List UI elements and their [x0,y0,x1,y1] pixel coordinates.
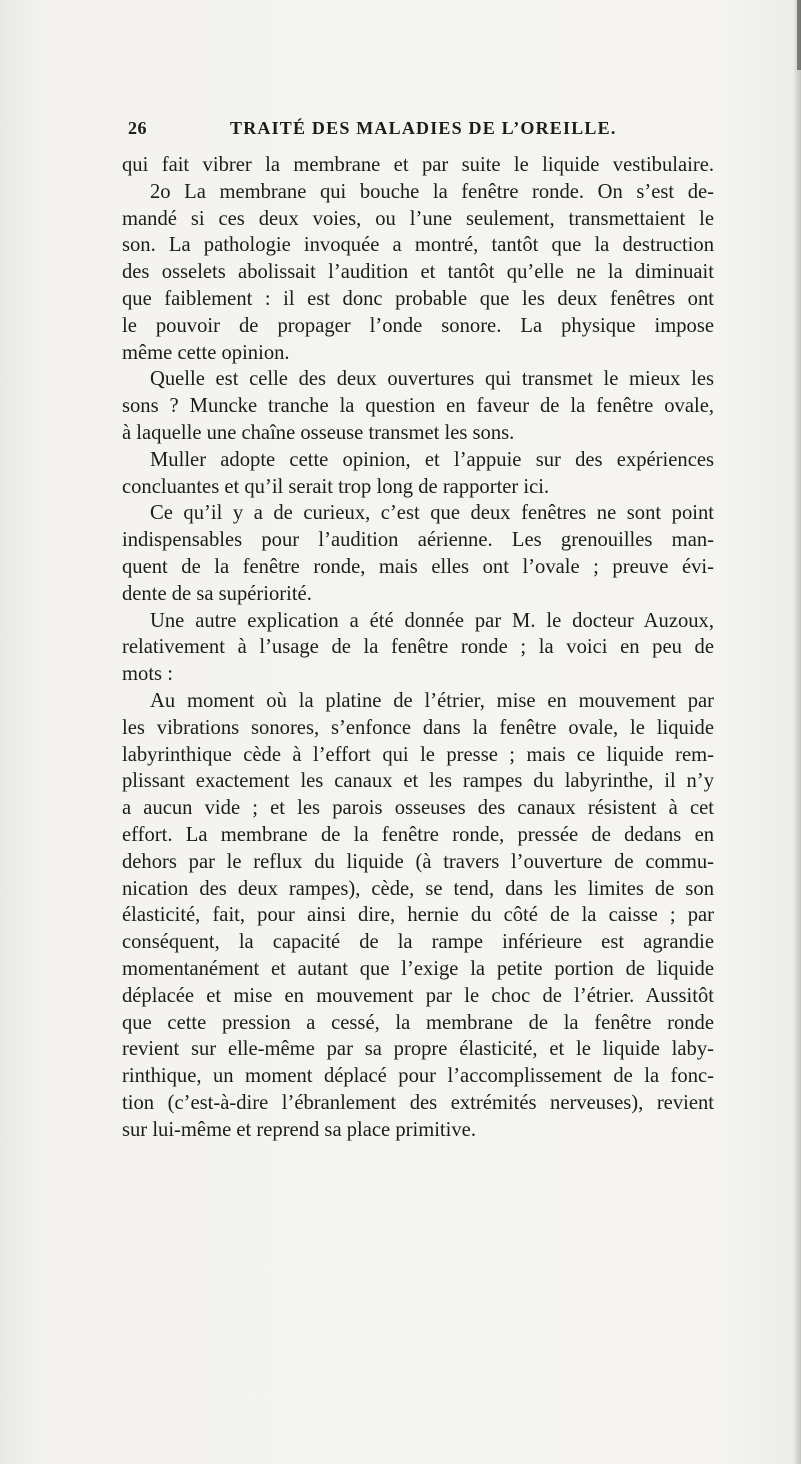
text-line: plissant exactement les canaux et les rampes du labyrinthe, il n’y [122,770,714,793]
text-line: tion (c’est-à-dire l’ébranlement des extrémités nerveuses), revient [122,1091,714,1114]
text-line: labyrinthique cède à l’effort qui le presse ; mais ce liquide rem- [122,743,714,766]
body-text [122,152,714,1143]
text-line: qui fait vibrer la membrane et par suite le liquide vestibulaire. [122,154,714,176]
running-head [128,118,708,142]
text-line: même cette opinion. [122,341,290,364]
text-line: que faiblement : il est donc probable que les deux fenêtres ont [122,287,714,310]
text-line: que cette pression a cessé, la membrane de la fenêtre ronde [122,1011,714,1034]
text-line: concluantes et qu’il serait trop long de rapporter ici. [122,475,550,498]
text-line: les vibrations sonores, s’enfonce dans la fenêtre ovale, le liquide [122,716,714,739]
text-line: sur lui-même et reprend sa place primitive. [122,1118,476,1141]
text-line: son. La pathologie invoquée a montré, tantôt que la destruction [122,234,714,257]
text-line: nication des deux rampes), cède, se tend, dans les limites de son [122,877,714,900]
text-line: indispensables pour l’audition aérienne. Les grenouilles man- [122,529,714,552]
text-line: Une autre explication a été donnée par M. le docteur Auzoux, [150,609,714,632]
text-line: Au moment où la platine de l’étrier, mise en mouvement par [150,689,714,712]
text-line: conséquent, la capacité de la rampe inférieure est agrandie [122,931,714,954]
text-line: à laquelle une chaîne osseuse transmet les sons. [122,421,515,444]
page-number: 26 [128,118,147,138]
text-line: Muller adopte cette opinion, et l’appuie sur des expériences [150,448,714,471]
text-line: relativement à l’usage de la fenêtre ronde ; la voici en peu de [122,636,714,659]
text-line: sons ? Muncke tranche la question en faveur de la fenêtre ovale, [122,395,714,418]
text-line: déplacée et mise en mouvement par le choc de l’étrier. Aussitôt [122,984,714,1007]
text-line: 2o La membrane qui bouche la fenêtre ronde. On s’est de- [150,180,714,203]
text-line: mandé si ces deux voies, ou l’une seulement, transmettaient le [122,207,714,230]
text-line: mots : [122,663,173,686]
text-line: a aucun vide ; et les parois osseuses des canaux résistent à cet [122,797,714,820]
text-line: momentanément et autant que l’exige la petite portion de liquide [122,957,714,980]
text-line: dehors par le reflux du liquide (à travers l’ouverture de commu- [122,850,714,873]
text-line: quent de la fenêtre ronde, mais elles ont l’ovale ; preuve évi- [122,555,714,578]
running-title: TRAITÉ DES MALADIES DE L’OREILLE. [230,118,617,138]
text-line: effort. La membrane de la fenêtre ronde, pressée de dedans en [122,823,714,846]
text-line: rinthique, un moment déplacé pour l’accomplissement de la fonc- [122,1065,714,1088]
text-line: le pouvoir de propager l’onde sonore. La physique impose [122,314,714,337]
text-line: élasticité, fait, pour ainsi dire, hernie du côté de la caisse ; par [122,904,714,927]
text-line: Ce qu’il y a de curieux, c’est que deux fenêtres ne sont point [150,502,714,525]
text-line: Quelle est celle des deux ouvertures qui transmet le mieux les [150,368,714,391]
page-edge-shadow [793,0,801,1464]
text-line: dente de sa supériorité. [122,582,312,605]
text-line: des osselets abolissait l’audition et tantôt qu’elle ne la diminuait [122,261,714,284]
text-line: revient sur elle-même par sa propre élasticité, et le liquide laby- [122,1038,714,1061]
